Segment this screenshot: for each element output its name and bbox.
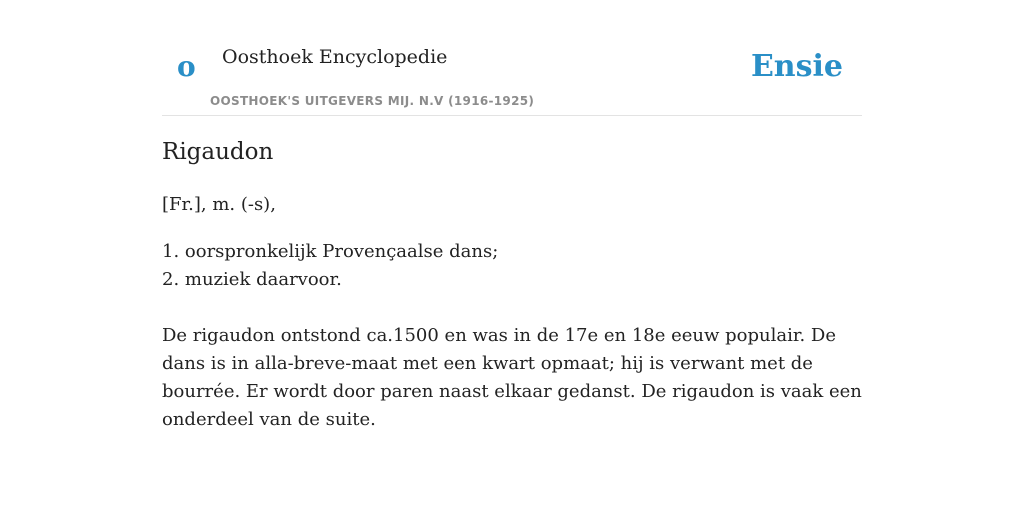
source-header bbox=[162, 0, 862, 116]
entry-title: Rigaudon bbox=[162, 139, 274, 165]
source-subtitle: OOSTHOEK'S UITGEVERS MIJ. N.V (1916-1925) bbox=[210, 94, 535, 108]
definition-item: 1. oorspronkelijk Provençaalse dans; bbox=[162, 241, 499, 262]
definition-item: 2. muziek daarvoor. bbox=[162, 269, 342, 290]
source-title-link[interactable]: Oosthoek Encyclopedie bbox=[222, 46, 448, 68]
entry-body: De rigaudon ontstond ca.1500 en was in de 17e en 18e eeuw populair. De dans is in alla-breve-maat met een kwart opmaat; hij is verwant met de bourrée. Er wordt door paren naast elkaar gedanst. De rigaudon is vaak een onderdeel van de suite. bbox=[162, 325, 862, 430]
content-container bbox=[162, 0, 862, 430]
grammar-info: [Fr.], m. (-s), bbox=[162, 194, 276, 215]
source-logo[interactable]: o bbox=[177, 50, 196, 83]
brand-logo-link[interactable]: Ensie bbox=[750, 49, 843, 84]
definition-list bbox=[162, 238, 498, 294]
